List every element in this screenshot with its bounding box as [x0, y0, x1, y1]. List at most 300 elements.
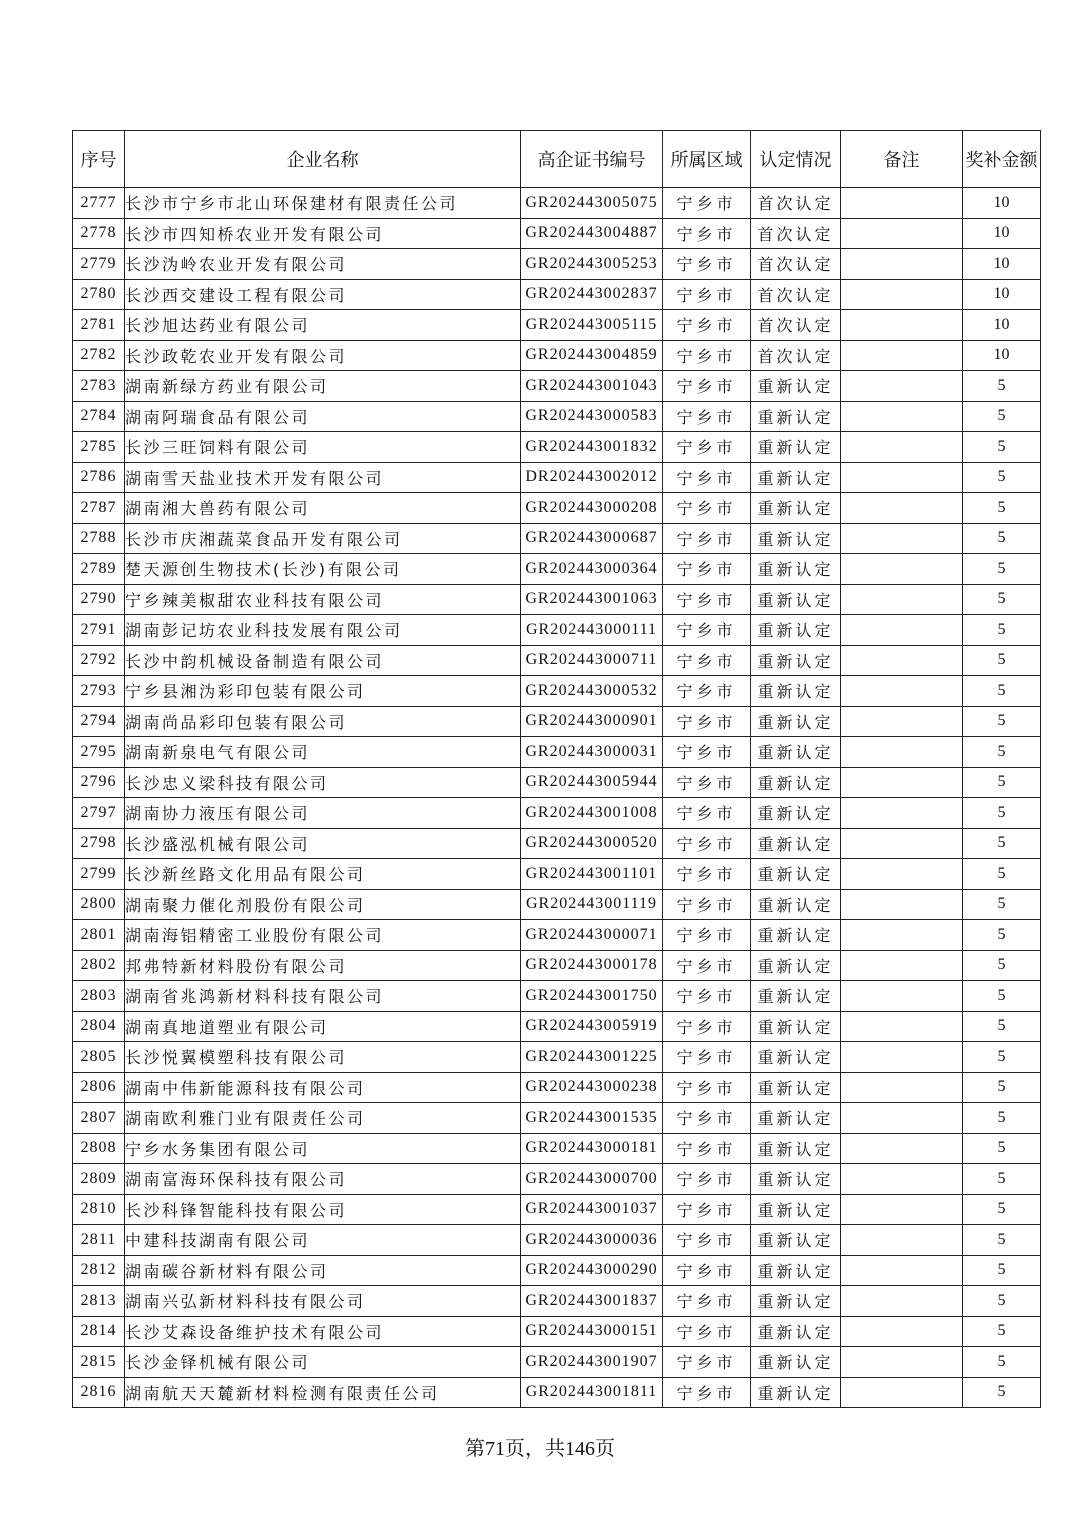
cell-recognition-type: 重新认定	[751, 798, 841, 829]
table-row	[73, 584, 1041, 615]
cell-recognition-type: 重新认定	[751, 767, 841, 798]
table-row	[73, 249, 1041, 280]
cell-company-name: 湖南彭记坊农业科技发展有限公司	[125, 615, 521, 646]
cell-no: 2814	[73, 1316, 125, 1347]
cell-recognition-type: 重新认定	[751, 523, 841, 554]
cell-amount: 5	[963, 432, 1041, 463]
cell-amount: 5	[963, 1042, 1041, 1073]
cell-no: 2787	[73, 493, 125, 524]
cell-cert-number: GR202443000151	[521, 1316, 663, 1347]
cell-recognition-type: 重新认定	[751, 1103, 841, 1134]
cell-area: 宁乡市	[663, 1316, 751, 1347]
cell-amount: 5	[963, 1133, 1041, 1164]
header-cert: 高企证书编号	[521, 131, 663, 188]
cell-amount: 5	[963, 981, 1041, 1012]
cell-company-name: 湖南新绿方药业有限公司	[125, 371, 521, 402]
cell-no: 2783	[73, 371, 125, 402]
table-body	[73, 188, 1041, 1408]
table-row	[73, 1286, 1041, 1317]
cell-company-name: 长沙科锋智能科技有限公司	[125, 1194, 521, 1225]
cell-note	[841, 828, 963, 859]
cell-company-name: 长沙悦翼模塑科技有限公司	[125, 1042, 521, 1073]
cell-no: 2806	[73, 1072, 125, 1103]
table-row	[73, 920, 1041, 951]
cell-note	[841, 706, 963, 737]
table-row	[73, 1377, 1041, 1408]
cell-area: 宁乡市	[663, 279, 751, 310]
cell-company-name: 湖南中伟新能源科技有限公司	[125, 1072, 521, 1103]
cell-company-name: 楚天源创生物技术(长沙)有限公司	[125, 554, 521, 585]
cell-no: 2799	[73, 859, 125, 890]
cell-cert-number: GR202443004859	[521, 340, 663, 371]
cell-note	[841, 615, 963, 646]
table-row	[73, 676, 1041, 707]
cell-area: 宁乡市	[663, 1072, 751, 1103]
cell-note	[841, 1103, 963, 1134]
cell-recognition-type: 重新认定	[751, 828, 841, 859]
cell-recognition-type: 首次认定	[751, 279, 841, 310]
cell-area: 宁乡市	[663, 737, 751, 768]
cell-cert-number: GR202443000364	[521, 554, 663, 585]
cell-amount: 10	[963, 249, 1041, 280]
cell-cert-number: GR202443005919	[521, 1011, 663, 1042]
cell-company-name: 湖南欧利雅门业有限责任公司	[125, 1103, 521, 1134]
cell-no: 2798	[73, 828, 125, 859]
cell-note	[841, 981, 963, 1012]
cell-recognition-type: 重新认定	[751, 1347, 841, 1378]
cell-cert-number: GR202443001101	[521, 859, 663, 890]
cell-no: 2812	[73, 1255, 125, 1286]
cell-note	[841, 1347, 963, 1378]
cell-cert-number: GR202443001535	[521, 1103, 663, 1134]
cell-area: 宁乡市	[663, 676, 751, 707]
cell-amount: 5	[963, 889, 1041, 920]
cell-note	[841, 249, 963, 280]
cell-no: 2784	[73, 401, 125, 432]
cell-recognition-type: 重新认定	[751, 462, 841, 493]
cell-note	[841, 798, 963, 829]
cell-amount: 10	[963, 310, 1041, 341]
cell-no: 2781	[73, 310, 125, 341]
cell-company-name: 湖南富海环保科技有限公司	[125, 1164, 521, 1195]
cell-recognition-type: 重新认定	[751, 676, 841, 707]
cell-no: 2808	[73, 1133, 125, 1164]
header-type: 认定情况	[751, 131, 841, 188]
cell-area: 宁乡市	[663, 859, 751, 890]
cell-area: 宁乡市	[663, 767, 751, 798]
header-no: 序号	[73, 131, 125, 188]
header-area: 所属区域	[663, 131, 751, 188]
cell-area: 宁乡市	[663, 950, 751, 981]
cell-no: 2782	[73, 340, 125, 371]
table-row	[73, 371, 1041, 402]
table-row	[73, 1225, 1041, 1256]
cell-company-name: 长沙三旺饲料有限公司	[125, 432, 521, 463]
cell-company-name: 湖南聚力催化剂股份有限公司	[125, 889, 521, 920]
cell-cert-number: GR202443001832	[521, 432, 663, 463]
cell-cert-number: GR202443001119	[521, 889, 663, 920]
cell-area: 宁乡市	[663, 798, 751, 829]
cell-cert-number: GR202443005253	[521, 249, 663, 280]
cell-no: 2802	[73, 950, 125, 981]
cell-note	[841, 889, 963, 920]
cell-no: 2778	[73, 218, 125, 249]
cell-area: 宁乡市	[663, 889, 751, 920]
table-row	[73, 462, 1041, 493]
cell-note	[841, 1164, 963, 1195]
table-row	[73, 737, 1041, 768]
cell-cert-number: GR202443001750	[521, 981, 663, 1012]
cell-no: 2805	[73, 1042, 125, 1073]
cell-cert-number: GR202443001037	[521, 1194, 663, 1225]
cell-area: 宁乡市	[663, 1042, 751, 1073]
table-row	[73, 950, 1041, 981]
cell-cert-number: GR202443000178	[521, 950, 663, 981]
cell-no: 2790	[73, 584, 125, 615]
cell-recognition-type: 重新认定	[751, 1133, 841, 1164]
cell-amount: 5	[963, 584, 1041, 615]
cell-note	[841, 950, 963, 981]
cell-area: 宁乡市	[663, 1255, 751, 1286]
table-header	[73, 131, 1041, 188]
cell-amount: 5	[963, 371, 1041, 402]
cell-area: 宁乡市	[663, 981, 751, 1012]
cell-recognition-type: 重新认定	[751, 981, 841, 1012]
cell-cert-number: GR202443001008	[521, 798, 663, 829]
cell-amount: 5	[963, 950, 1041, 981]
cell-note	[841, 767, 963, 798]
cell-no: 2804	[73, 1011, 125, 1042]
table-row	[73, 798, 1041, 829]
table-row	[73, 615, 1041, 646]
cell-company-name: 长沙新丝路文化用品有限公司	[125, 859, 521, 890]
table-row	[73, 706, 1041, 737]
cell-no: 2811	[73, 1225, 125, 1256]
cell-note	[841, 737, 963, 768]
header-row	[73, 131, 1041, 188]
cell-note	[841, 859, 963, 890]
cell-cert-number: GR202443000583	[521, 401, 663, 432]
table-row	[73, 401, 1041, 432]
cell-note	[841, 218, 963, 249]
cell-amount: 5	[963, 767, 1041, 798]
cell-amount: 5	[963, 676, 1041, 707]
cell-cert-number: GR202443001063	[521, 584, 663, 615]
cell-amount: 5	[963, 737, 1041, 768]
cell-note	[841, 1133, 963, 1164]
cell-area: 宁乡市	[663, 371, 751, 402]
cell-cert-number: GR202443000532	[521, 676, 663, 707]
cell-no: 2789	[73, 554, 125, 585]
cell-no: 2794	[73, 706, 125, 737]
cell-amount: 5	[963, 523, 1041, 554]
cell-area: 宁乡市	[663, 1011, 751, 1042]
table-row	[73, 1255, 1041, 1286]
cell-note	[841, 1194, 963, 1225]
cell-cert-number: GR202443000290	[521, 1255, 663, 1286]
cell-note	[841, 1255, 963, 1286]
page-footer: 第71页，共146页	[465, 1438, 615, 1460]
cell-company-name: 长沙沩岭农业开发有限公司	[125, 249, 521, 280]
cell-area: 宁乡市	[663, 401, 751, 432]
cell-note	[841, 554, 963, 585]
table-row	[73, 218, 1041, 249]
cell-company-name: 邦弗特新材料股份有限公司	[125, 950, 521, 981]
table-row	[73, 1316, 1041, 1347]
cell-recognition-type: 重新认定	[751, 706, 841, 737]
cell-note	[841, 1225, 963, 1256]
cell-recognition-type: 重新认定	[751, 1316, 841, 1347]
cell-note	[841, 371, 963, 402]
cell-area: 宁乡市	[663, 462, 751, 493]
enterprise-table	[72, 130, 1041, 1408]
cell-cert-number: GR202443000901	[521, 706, 663, 737]
cell-amount: 10	[963, 218, 1041, 249]
cell-amount: 5	[963, 462, 1041, 493]
cell-cert-number: GR202443001907	[521, 1347, 663, 1378]
cell-note	[841, 462, 963, 493]
table-row	[73, 859, 1041, 890]
cell-amount: 5	[963, 798, 1041, 829]
table-row	[73, 767, 1041, 798]
cell-cert-number: GR202443000031	[521, 737, 663, 768]
table-row	[73, 523, 1041, 554]
cell-company-name: 长沙市庆湘蔬菜食品开发有限公司	[125, 523, 521, 554]
cell-cert-number: GR202443000181	[521, 1133, 663, 1164]
cell-note	[841, 1011, 963, 1042]
cell-amount: 5	[963, 706, 1041, 737]
table-row	[73, 1347, 1041, 1378]
cell-area: 宁乡市	[663, 493, 751, 524]
table-row	[73, 279, 1041, 310]
cell-area: 宁乡市	[663, 218, 751, 249]
cell-cert-number: GR202443000238	[521, 1072, 663, 1103]
cell-no: 2791	[73, 615, 125, 646]
cell-no: 2809	[73, 1164, 125, 1195]
cell-area: 宁乡市	[663, 310, 751, 341]
cell-area: 宁乡市	[663, 554, 751, 585]
cell-recognition-type: 重新认定	[751, 554, 841, 585]
cell-cert-number: GR202443001837	[521, 1286, 663, 1317]
cell-company-name: 湖南湘大兽药有限公司	[125, 493, 521, 524]
cell-recognition-type: 首次认定	[751, 188, 841, 219]
table-row	[73, 1194, 1041, 1225]
cell-cert-number: GR202443000036	[521, 1225, 663, 1256]
table-row	[73, 889, 1041, 920]
cell-amount: 5	[963, 1286, 1041, 1317]
cell-no: 2807	[73, 1103, 125, 1134]
table-row	[73, 1133, 1041, 1164]
table-row	[73, 1164, 1041, 1195]
cell-cert-number: GR202443000711	[521, 645, 663, 676]
cell-cert-number: GR202443001225	[521, 1042, 663, 1073]
cell-cert-number: GR202443000111	[521, 615, 663, 646]
cell-note	[841, 493, 963, 524]
cell-cert-number: GR202443000208	[521, 493, 663, 524]
cell-note	[841, 1316, 963, 1347]
cell-cert-number: DR202443002012	[521, 462, 663, 493]
table-row	[73, 1072, 1041, 1103]
cell-amount: 5	[963, 1194, 1041, 1225]
cell-cert-number: GR202443005115	[521, 310, 663, 341]
cell-area: 宁乡市	[663, 1133, 751, 1164]
cell-area: 宁乡市	[663, 1164, 751, 1195]
cell-amount: 10	[963, 188, 1041, 219]
header-note: 备注	[841, 131, 963, 188]
cell-note	[841, 432, 963, 463]
cell-amount: 5	[963, 1377, 1041, 1408]
cell-no: 2810	[73, 1194, 125, 1225]
cell-amount: 5	[963, 920, 1041, 951]
cell-amount: 10	[963, 340, 1041, 371]
cell-company-name: 长沙金铎机械有限公司	[125, 1347, 521, 1378]
cell-amount: 5	[963, 1164, 1041, 1195]
table-row	[73, 981, 1041, 1012]
cell-cert-number: GR202443004887	[521, 218, 663, 249]
cell-no: 2797	[73, 798, 125, 829]
cell-recognition-type: 重新认定	[751, 950, 841, 981]
cell-amount: 5	[963, 1011, 1041, 1042]
cell-area: 宁乡市	[663, 188, 751, 219]
cell-recognition-type: 重新认定	[751, 584, 841, 615]
cell-note	[841, 920, 963, 951]
cell-area: 宁乡市	[663, 249, 751, 280]
table-row	[73, 188, 1041, 219]
cell-company-name: 湖南兴弘新材料科技有限公司	[125, 1286, 521, 1317]
cell-no: 2777	[73, 188, 125, 219]
cell-company-name: 长沙市四知桥农业开发有限公司	[125, 218, 521, 249]
cell-company-name: 湖南真地道塑业有限公司	[125, 1011, 521, 1042]
cell-company-name: 湖南碳谷新材料有限公司	[125, 1255, 521, 1286]
cell-recognition-type: 首次认定	[751, 310, 841, 341]
cell-company-name: 长沙政乾农业开发有限公司	[125, 340, 521, 371]
cell-note	[841, 340, 963, 371]
cell-note	[841, 188, 963, 219]
cell-recognition-type: 重新认定	[751, 1225, 841, 1256]
cell-no: 2815	[73, 1347, 125, 1378]
cell-company-name: 湖南新泉电气有限公司	[125, 737, 521, 768]
cell-no: 2796	[73, 767, 125, 798]
cell-no: 2803	[73, 981, 125, 1012]
cell-cert-number: GR202443005944	[521, 767, 663, 798]
cell-company-name: 长沙中韵机械设备制造有限公司	[125, 645, 521, 676]
cell-company-name: 长沙旭达药业有限公司	[125, 310, 521, 341]
cell-amount: 5	[963, 1347, 1041, 1378]
table-row	[73, 828, 1041, 859]
cell-no: 2800	[73, 889, 125, 920]
cell-amount: 5	[963, 1072, 1041, 1103]
cell-recognition-type: 重新认定	[751, 401, 841, 432]
cell-note	[841, 1042, 963, 1073]
cell-note	[841, 1286, 963, 1317]
cell-no: 2779	[73, 249, 125, 280]
cell-area: 宁乡市	[663, 523, 751, 554]
cell-amount: 10	[963, 279, 1041, 310]
cell-company-name: 宁乡县湘沩彩印包装有限公司	[125, 676, 521, 707]
cell-area: 宁乡市	[663, 615, 751, 646]
cell-amount: 5	[963, 615, 1041, 646]
cell-area: 宁乡市	[663, 1225, 751, 1256]
table-row	[73, 1011, 1041, 1042]
table-row	[73, 1103, 1041, 1134]
cell-note	[841, 645, 963, 676]
cell-recognition-type: 重新认定	[751, 615, 841, 646]
cell-company-name: 长沙忠义梁科技有限公司	[125, 767, 521, 798]
cell-recognition-type: 重新认定	[751, 1194, 841, 1225]
cell-no: 2813	[73, 1286, 125, 1317]
header-name: 企业名称	[125, 131, 521, 188]
table-row	[73, 554, 1041, 585]
cell-recognition-type: 重新认定	[751, 737, 841, 768]
cell-area: 宁乡市	[663, 1347, 751, 1378]
cell-area: 宁乡市	[663, 706, 751, 737]
cell-amount: 5	[963, 1103, 1041, 1134]
cell-area: 宁乡市	[663, 920, 751, 951]
cell-cert-number: GR202443000700	[521, 1164, 663, 1195]
cell-recognition-type: 重新认定	[751, 889, 841, 920]
cell-note	[841, 401, 963, 432]
cell-area: 宁乡市	[663, 340, 751, 371]
cell-amount: 5	[963, 554, 1041, 585]
cell-recognition-type: 重新认定	[751, 432, 841, 463]
cell-note	[841, 1377, 963, 1408]
cell-amount: 5	[963, 859, 1041, 890]
cell-recognition-type: 重新认定	[751, 1042, 841, 1073]
cell-note	[841, 584, 963, 615]
cell-no: 2785	[73, 432, 125, 463]
cell-no: 2801	[73, 920, 125, 951]
cell-company-name: 长沙艾森设备维护技术有限公司	[125, 1316, 521, 1347]
cell-area: 宁乡市	[663, 1377, 751, 1408]
cell-note	[841, 310, 963, 341]
table-row	[73, 340, 1041, 371]
cell-no: 2793	[73, 676, 125, 707]
cell-company-name: 湖南航天天麓新材料检测有限责任公司	[125, 1377, 521, 1408]
cell-company-name: 中建科技湖南有限公司	[125, 1225, 521, 1256]
cell-area: 宁乡市	[663, 432, 751, 463]
cell-recognition-type: 重新认定	[751, 645, 841, 676]
cell-company-name: 湖南海铝精密工业股份有限公司	[125, 920, 521, 951]
table-row	[73, 1042, 1041, 1073]
cell-amount: 5	[963, 828, 1041, 859]
header-amount: 奖补金额	[963, 131, 1041, 188]
table-row	[73, 432, 1041, 463]
cell-company-name: 湖南阿瑞食品有限公司	[125, 401, 521, 432]
cell-cert-number: GR202443005075	[521, 188, 663, 219]
cell-recognition-type: 重新认定	[751, 920, 841, 951]
cell-cert-number: GR202443000520	[521, 828, 663, 859]
cell-recognition-type: 首次认定	[751, 218, 841, 249]
cell-company-name: 宁乡水务集团有限公司	[125, 1133, 521, 1164]
cell-cert-number: GR202443000071	[521, 920, 663, 951]
cell-note	[841, 279, 963, 310]
cell-recognition-type: 首次认定	[751, 249, 841, 280]
cell-recognition-type: 重新认定	[751, 859, 841, 890]
cell-recognition-type: 重新认定	[751, 1377, 841, 1408]
cell-no: 2792	[73, 645, 125, 676]
cell-company-name: 长沙市宁乡市北山环保建材有限责任公司	[125, 188, 521, 219]
cell-recognition-type: 重新认定	[751, 1011, 841, 1042]
cell-company-name: 湖南尚品彩印包装有限公司	[125, 706, 521, 737]
cell-company-name: 长沙盛泓机械有限公司	[125, 828, 521, 859]
cell-recognition-type: 重新认定	[751, 371, 841, 402]
cell-company-name: 湖南省兆鸿新材料科技有限公司	[125, 981, 521, 1012]
cell-cert-number: GR202443000687	[521, 523, 663, 554]
table-row	[73, 310, 1041, 341]
cell-note	[841, 676, 963, 707]
cell-cert-number: GR202443002837	[521, 279, 663, 310]
cell-recognition-type: 重新认定	[751, 1255, 841, 1286]
